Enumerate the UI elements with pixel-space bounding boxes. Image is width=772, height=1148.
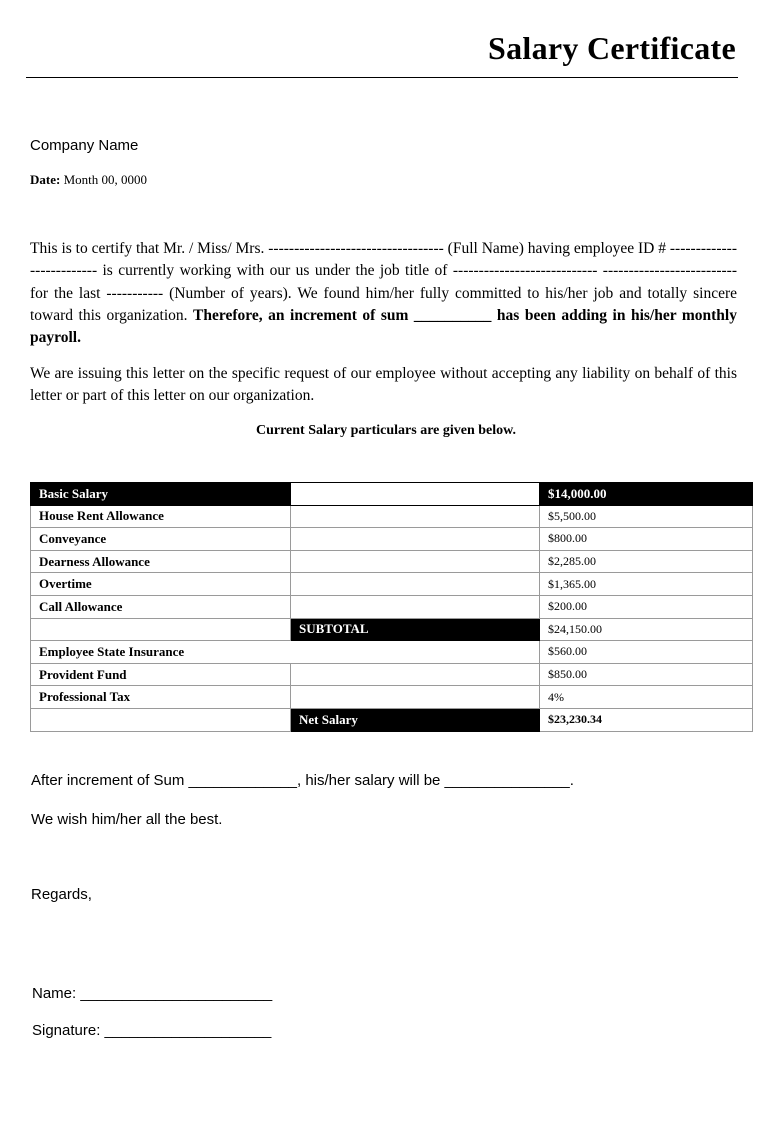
row-value: $1,365.00 — [540, 573, 753, 596]
net-salary-label: Net Salary — [291, 708, 540, 731]
table-row — [31, 686, 753, 709]
row-label: Employee State Insurance — [31, 641, 291, 664]
date-line — [30, 172, 147, 188]
row-middle — [291, 573, 540, 596]
certification-paragraph — [30, 238, 737, 349]
regards-line: Regards, — [31, 886, 92, 903]
row-value: $800.00 — [540, 528, 753, 551]
row-label: Call Allowance — [31, 595, 291, 618]
signature-field-line: Signature: ____________________ — [32, 1022, 272, 1039]
row-label — [31, 708, 291, 731]
row-middle — [291, 550, 540, 573]
row-value: $850.00 — [540, 663, 753, 686]
row-label: Overtime — [31, 573, 291, 596]
date-value: Month 00, 0000 — [63, 172, 147, 187]
company-name: Company Name — [30, 137, 139, 154]
certification-text: This is to certify that Mr. / Miss/ Mrs. ---------------------------------- (Full Name) having employee ID # -------------------------- is currently working with our us under the job title of ---------------------------- -------------------------- for the last ----------- (Number of years). We found him/her fully committed to his/her job and totally sincere toward this organization. — [30, 240, 737, 324]
salary-particulars-heading: Current Salary particulars are given below. — [255, 423, 517, 438]
certificate-title: Salary Certificate — [488, 30, 736, 66]
net-salary-row — [31, 708, 753, 731]
row-middle — [291, 528, 540, 551]
net-salary-value: $23,230.34 — [540, 708, 753, 731]
row-middle — [291, 505, 540, 528]
increment-statement: Therefore, an increment of sum __________ has been adding in his/her monthly payroll. — [30, 306, 737, 347]
row-middle — [291, 663, 540, 686]
title-divider — [26, 77, 738, 78]
row-value: $14,000.00 — [540, 483, 753, 506]
table-row — [31, 550, 753, 573]
table-row — [31, 483, 753, 506]
row-value: $560.00 — [540, 641, 753, 664]
table-row — [31, 528, 753, 551]
subtotal-label: SUBTOTAL — [291, 618, 540, 641]
date-label: Date: — [30, 172, 61, 187]
table-row — [31, 505, 753, 528]
row-value: $200.00 — [540, 595, 753, 618]
table-row — [31, 573, 753, 596]
increment-statement-line: After increment of Sum _____________, his/her salary will be _______________. — [31, 772, 574, 789]
wish-line: We wish him/her all the best. — [31, 811, 223, 828]
name-field-line: Name: _______________________ — [32, 985, 273, 1002]
table-row — [31, 663, 753, 686]
subtotal-value: $24,150.00 — [540, 618, 753, 641]
row-middle — [291, 641, 540, 664]
table-row — [31, 641, 753, 664]
row-value: $5,500.00 — [540, 505, 753, 528]
subtotal-row — [31, 618, 753, 641]
row-label: House Rent Allowance — [31, 505, 291, 528]
row-middle — [291, 686, 540, 709]
salary-table — [30, 482, 753, 732]
row-label: Professional Tax — [31, 686, 291, 709]
row-label — [31, 618, 291, 641]
table-row — [31, 595, 753, 618]
row-label: Basic Salary — [31, 483, 291, 506]
row-middle — [291, 483, 540, 506]
row-value: 4% — [540, 686, 753, 709]
row-label: Dearness Allowance — [31, 550, 291, 573]
row-middle — [291, 595, 540, 618]
row-label: Provident Fund — [31, 663, 291, 686]
row-label: Conveyance — [31, 528, 291, 551]
liability-paragraph: We are issuing this letter on the specific request of our employee without accepting any liability on behalf of this letter or part of this letter on our organization. — [30, 365, 737, 405]
row-value: $2,285.00 — [540, 550, 753, 573]
